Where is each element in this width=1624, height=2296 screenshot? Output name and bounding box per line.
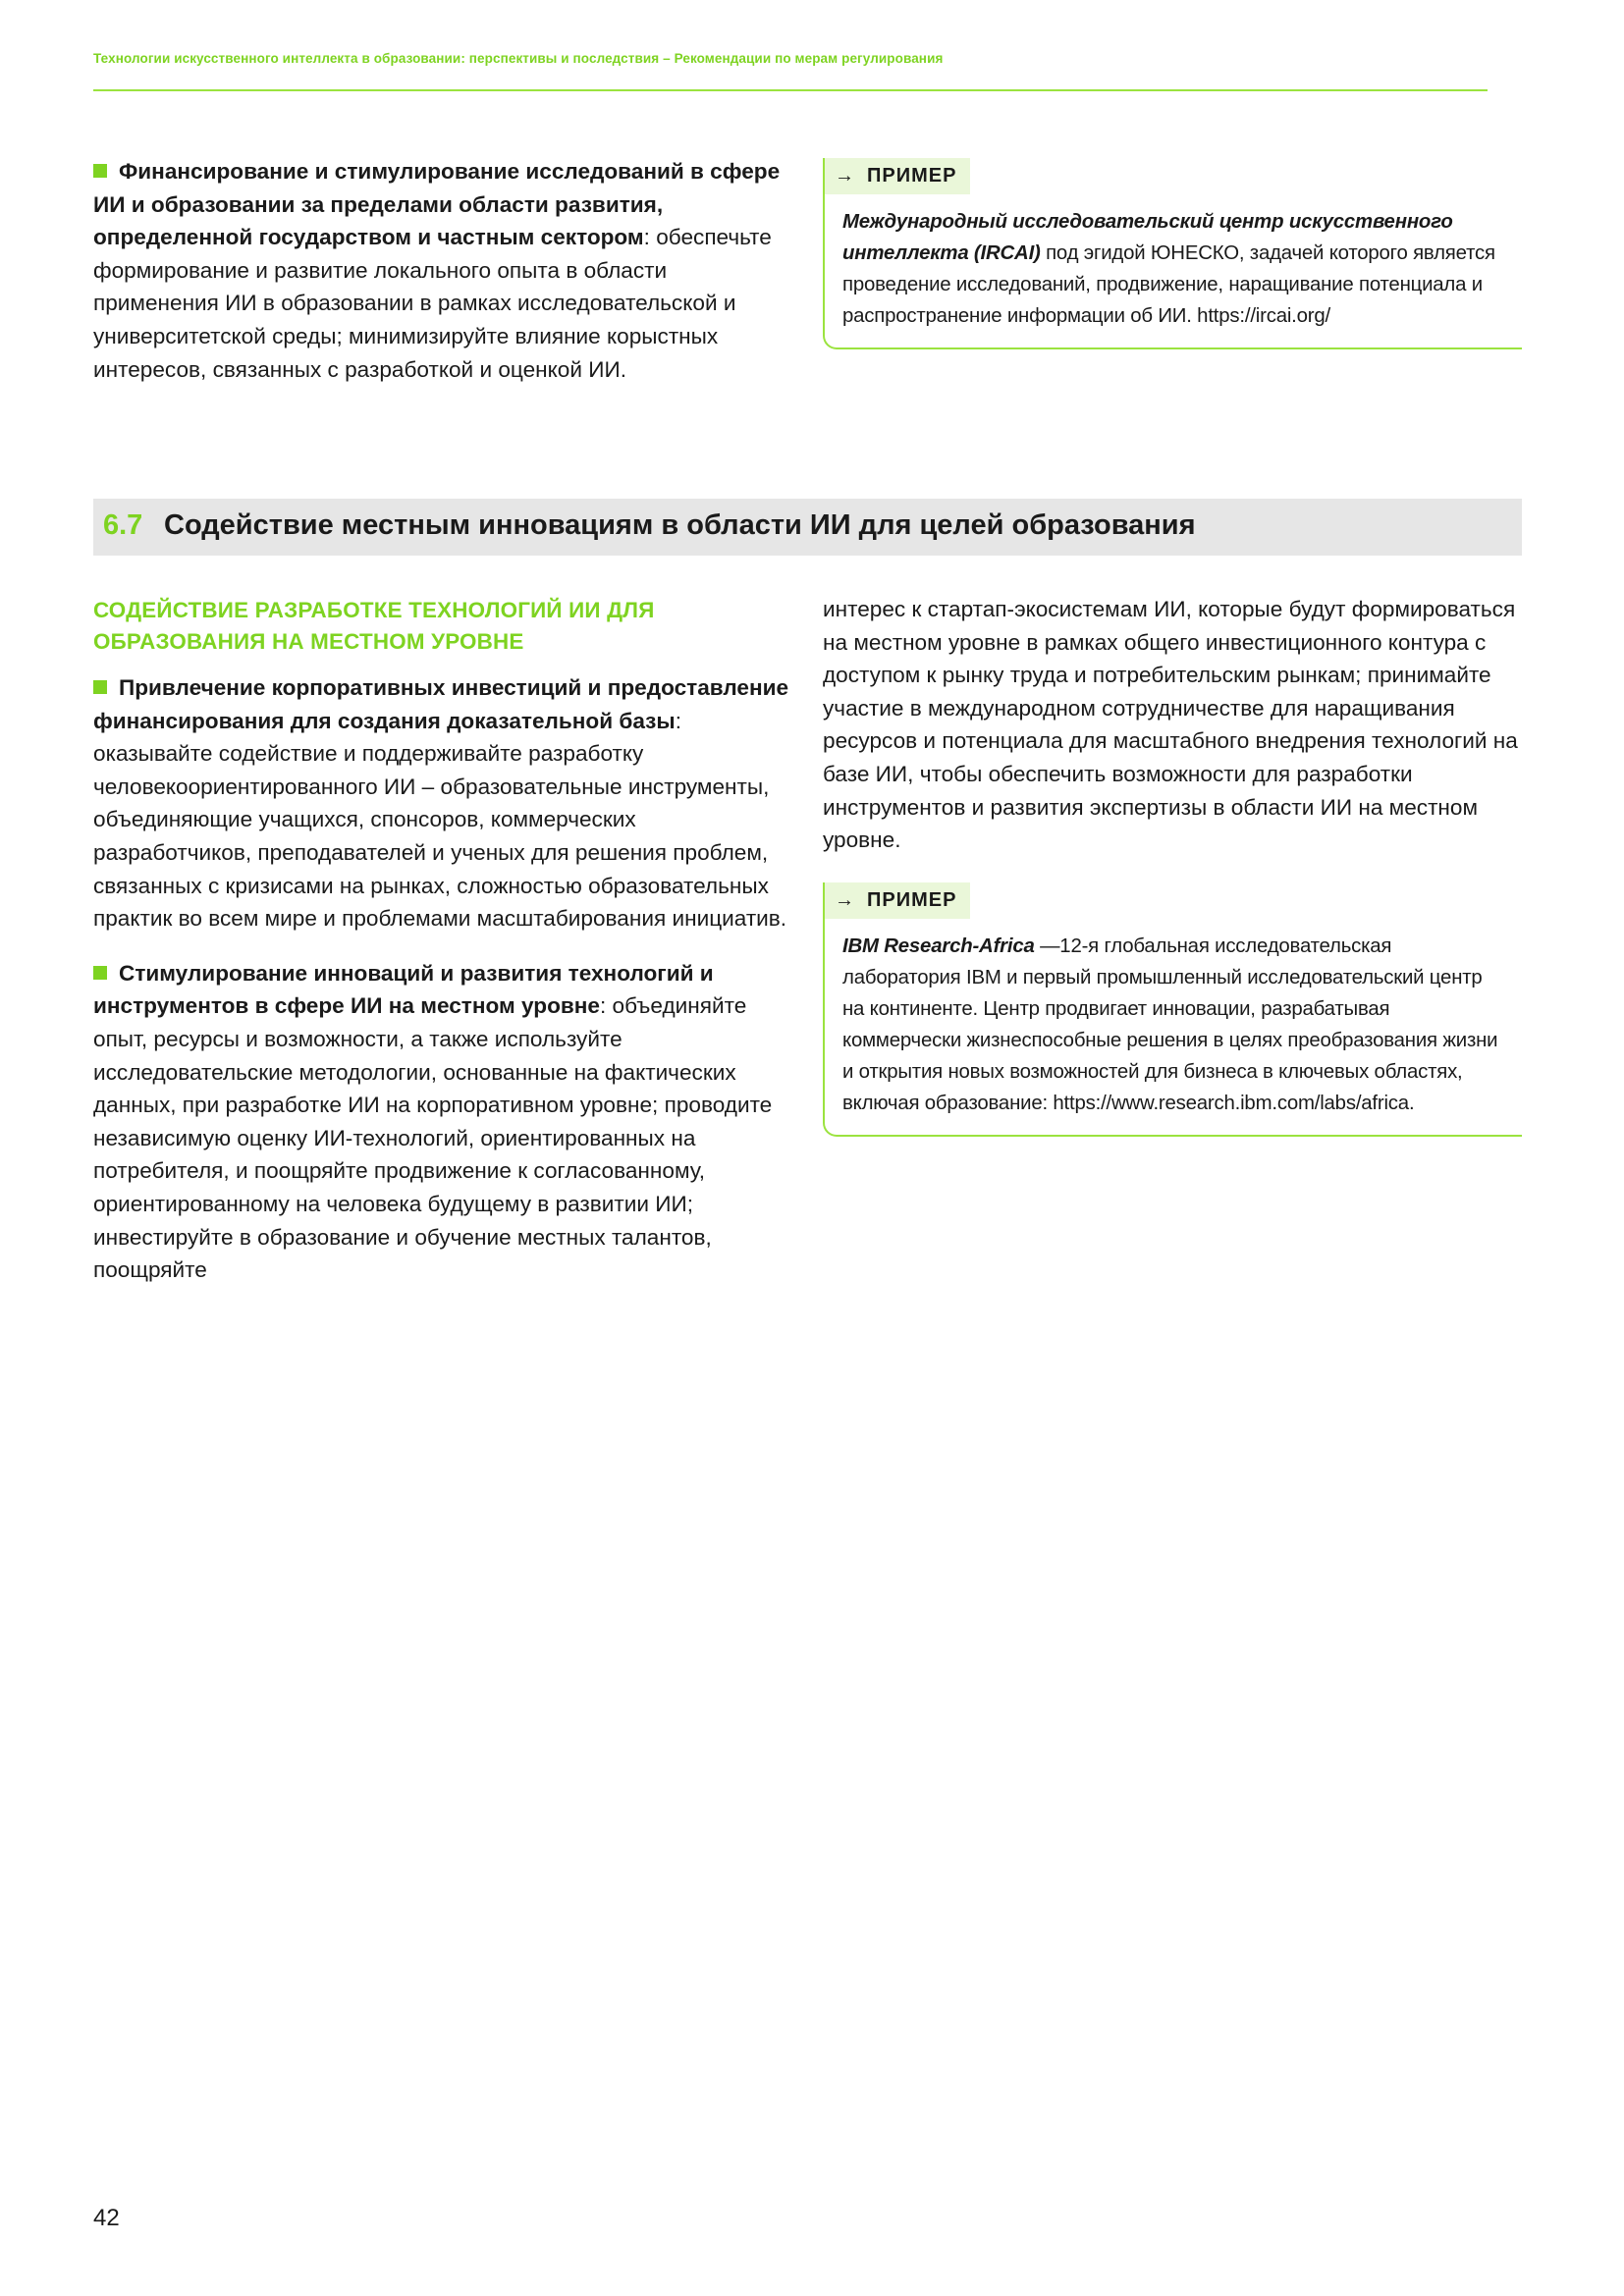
subsection-heading: СОДЕЙСТВИЕ РАЗРАБОТКЕ ТЕХНОЛОГИЙ ИИ ДЛЯ ОБРАЗОВАНИЯ НА МЕСТНОМ УРОВНЕ <box>93 598 655 654</box>
bullet-body-text: : обеспечьте формирование и развитие локального опыта в области применения ИИ в образовании в рамках исследовательской и университетской среды; минимизируйте влияние корыстных интересов, связанных с разработкой и оценкой ИИ. <box>93 225 772 382</box>
section-title: Содействие местным инновациям в области ИИ для целей образования <box>164 509 1196 541</box>
example-body: —12-я глобальная исследовательская лаборатория IBM и первый промышленный исследовательский центр на континенте. Центр продвигает инновации, разрабатывая коммерчески жизнеспособные решения в целях преобразования жизни и открытия новых возможностей для бизнеса в ключевых областях, включая образование: https://www.research.ibm.com/labs/africa. <box>842 934 1498 1114</box>
example-box-ibm <box>823 882 1522 1137</box>
bullet-bold-lead: Стимулирование инноваций и развития технологий и инструментов в сфере ИИ на местном уровне <box>93 960 714 1019</box>
example-text <box>842 931 1500 1119</box>
example-tag <box>825 158 970 194</box>
bullet-bold-lead: Привлечение корпоративных инвестиций и предоставление финансирования для создания доказательной базы <box>93 675 789 733</box>
square-bullet-icon <box>93 966 107 980</box>
bullet-body-text: : объединяйте опыт, ресурсы и возможности, а также используйте исследовательские методологии, основанные на фактических данных, при разработке ИИ на корпоративном уровне; проводите независимую оценку ИИ-технологий, ориентированных на потребителя, и поощряйте продвижение к согласованному, ориентированному на человека будущему в развитии ИИ; инвестируйте в образование и обучение местных талантов, поощряйте <box>93 993 773 1283</box>
continuation-paragraph: интерес к стартап-экосистемам ИИ, которые будут формироваться на местном уровне в рамках общего инвестиционного контура с доступом к рынку труда и потребительским рынкам; принимайте участие в международном сотрудничестве для наращивания ресурсов и потенциала для масштабного внедрения технологий на базе ИИ, чтобы обеспечить возможности для разработки инструментов и развития экспертизы в области ИИ на местном уровне. <box>823 597 1518 853</box>
bullet-bold-lead: Финансирование и стимулирование исследований в сфере ИИ и образовании за пределами области развития, определенной государством и частным сектором <box>93 159 781 250</box>
bottom-right-column <box>823 593 1522 1137</box>
example-tag <box>825 882 970 919</box>
example-body: под эгидой ЮНЕСКО, задачей которого является проведение исследований, продвижение, наращивание потенциала и распространение информации об ИИ. https://ircai.org/ <box>842 242 1495 327</box>
example-box-ircai <box>823 158 1522 349</box>
top-left-column <box>93 155 795 386</box>
example-emphasis: IBM Research-Africa <box>842 934 1035 957</box>
bottom-left-column <box>93 595 795 1287</box>
page-number: 42 <box>93 2205 120 2231</box>
example-tag-label: ПРИМЕР <box>867 165 957 187</box>
square-bullet-icon <box>93 680 107 694</box>
square-bullet-icon <box>93 164 107 178</box>
top-right-column <box>823 158 1522 349</box>
bullet-paragraph-innovation <box>93 957 795 1287</box>
header-rule <box>93 89 1488 91</box>
example-emphasis: Международный исследовательский центр искусственного интеллекта (IRCAI) <box>842 211 1453 264</box>
bullet-paragraph-funding <box>93 155 795 386</box>
section-heading-band <box>93 499 1522 556</box>
example-text <box>842 206 1500 332</box>
arrow-right-icon: → <box>835 888 855 911</box>
arrow-right-icon: → <box>835 165 855 187</box>
section-number: 6.7 <box>103 509 143 541</box>
bullet-body-text: : оказывайте содействие и поддерживайте разработку человекоориентированного ИИ – образовательные инструменты, объединяющие учащихся, спонсоров, коммерческих разработчиков, преподавателей и ученых для решения проблем, связанных с кризисами на рынках, сложностью образовательных практик во всем мире и проблемами масштабирования инициатив. <box>93 708 787 932</box>
running-header: Технологии искусственного интеллекта в образовании: перспективы и последствия – Рекомендации по мерам регулирования <box>93 51 944 66</box>
example-tag-label: ПРИМЕР <box>867 888 957 911</box>
bullet-paragraph-investment <box>93 671 795 935</box>
